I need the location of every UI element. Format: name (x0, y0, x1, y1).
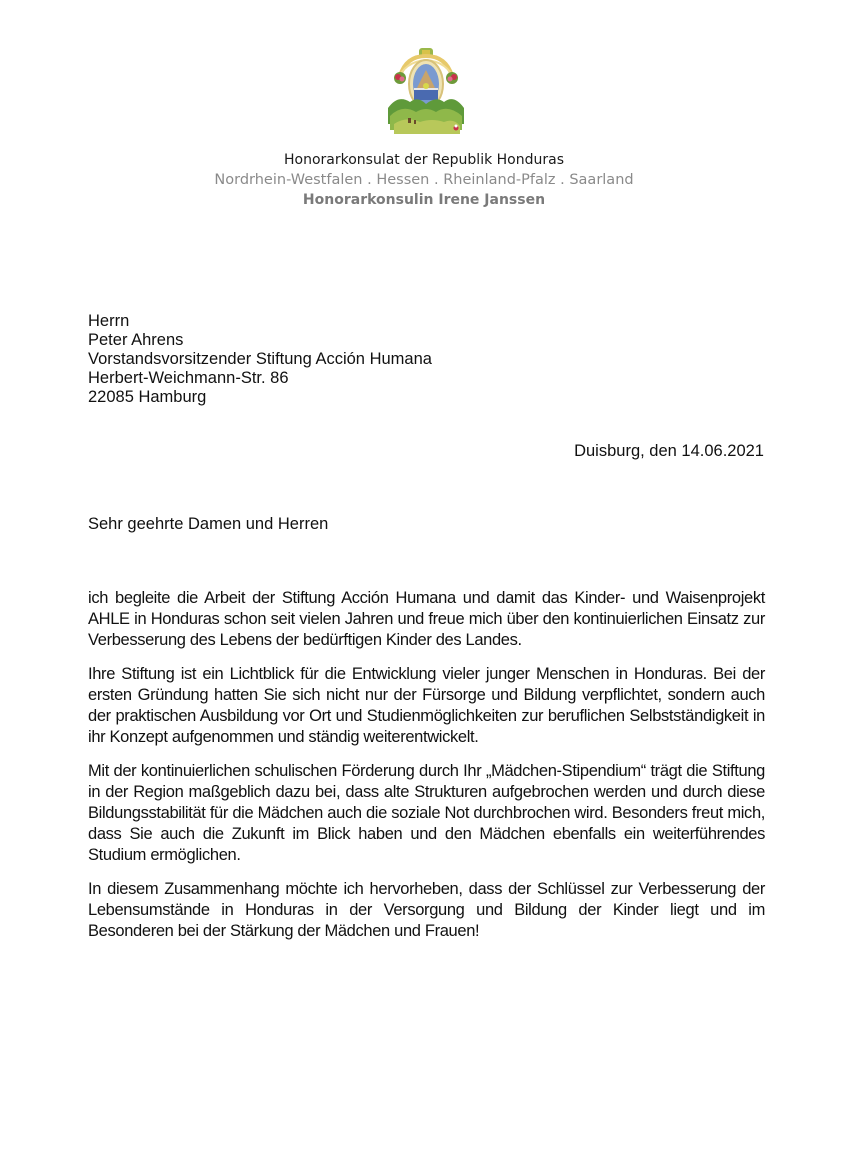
paragraph: Ihre Stiftung ist ein Lichtblick für die Entwicklung vieler junger Menschen in Honduras. Bei der ersten Gründung hatten Sie sich nicht nur der Fürsorge und Bildung verpflichtet, sondern auch der praktischen Ausbildung vor Ort und Studienmöglichkeiten zur beruflichen Selbstständigkeit in ihr Konzept aufgenommen und ständig weiterentwickelt. (88, 665, 765, 746)
paragraph: ich begleite die Arbeit der Stiftung Acción Humana und damit das Kinder- und Waisenprojekt AHLE in Honduras schon seit vielen Jahren und freue mich über den kontinuierlichen Einsatz zur Verbesserung des Lebens der bedürftigen Kinder des Landes. (88, 589, 765, 649)
paragraph: In diesem Zusammenhang möchte ich hervorheben, dass der Schlüssel zur Verbesserung der Lebensumstände in Honduras in der Versorgung und Bildung der Kinder liegt und im Besonderen bei der Stärkung der Mädchen und Frauen! (88, 880, 765, 940)
salutation: Sehr geehrte Damen und Herren (88, 515, 329, 533)
recipient-salutation-line: Herrn (88, 312, 130, 330)
recipient-name: Peter Ahrens (88, 331, 184, 349)
letter-body (88, 588, 765, 955)
consul-name: Honorarkonsulin Irene Janssen (302, 192, 546, 208)
consulate-regions: Nordrhein-Westfalen . Hessen . Rheinland-Pfalz . Saarland (214, 172, 634, 188)
recipient-city: 22085 Hamburg (88, 388, 207, 406)
letterhead (0, 150, 848, 210)
recipient-title: Vorstandsvorsitzender Stiftung Acción Humana (88, 350, 432, 368)
consulate-name: Honorarkonsulat der Republik Honduras (284, 152, 564, 168)
recipient-address (88, 312, 432, 407)
date-line: Duisburg, den 14.06.2021 (574, 442, 764, 460)
recipient-street: Herbert-Weichmann-Str. 86 (88, 369, 289, 387)
coat-of-arms-icon (386, 46, 466, 136)
paragraph: Mit der kontinuierlichen schulischen Förderung durch Ihr „Mädchen-Stipendium“ trägt die Stiftung in der Region maßgeblich dazu bei, dass alte Strukturen aufgebrochen werden und durch diese Bildungsstabilität für die Mädchen auch die soziale Not durchbrochen wird. Besonders freut mich, dass Sie auch die Zukunft im Blick haben und den Mädchen ebenfalls ein weiterführendes Studium ermöglichen. (88, 762, 765, 864)
